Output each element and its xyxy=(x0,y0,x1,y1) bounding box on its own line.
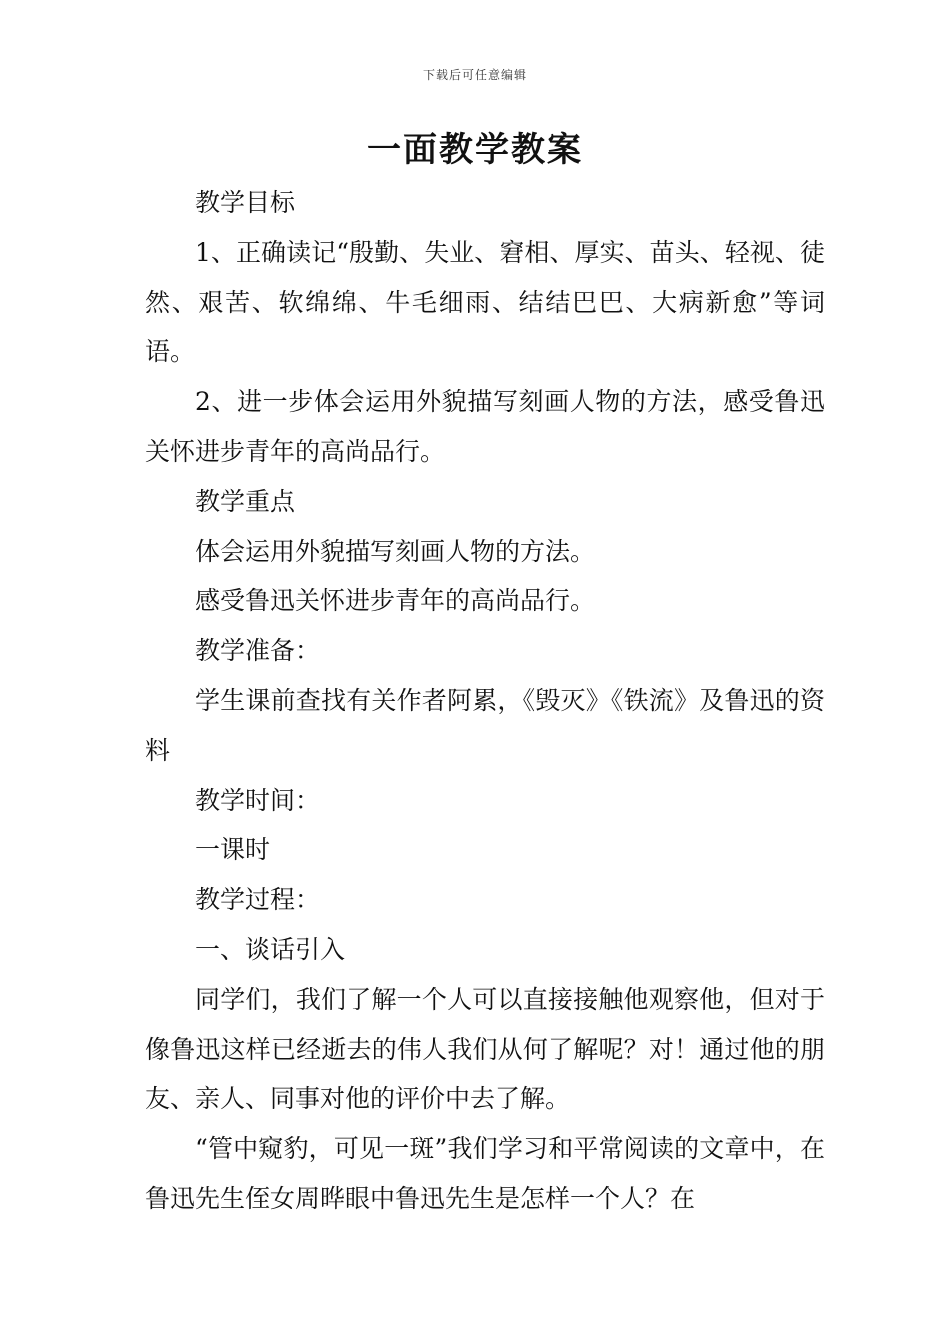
key-point-2: 感受鲁迅关怀进步青年的高尚品行。 xyxy=(195,586,596,616)
key-point-1: 体会运用外貌描写刻画人物的方法。 xyxy=(195,536,596,566)
preparation-text: 学生课前查找有关作者阿累，《毁灭》《铁流》及鲁迅的资料 xyxy=(145,685,825,765)
process-step-1-heading: 一、谈话引入 xyxy=(195,934,346,964)
time-text: 一课时 xyxy=(195,835,271,865)
header-note: 下载后可任意编辑 xyxy=(422,68,527,82)
process-paragraph-2: “管中窥豹，可见一斑”我们学习和平常阅读的文章中，在鲁迅先生侄女周晔眼中鲁迅先生是怎样一个人？在 xyxy=(145,1134,825,1213)
objective-1: 1、正确读记“殷勤、失业、窘相、厚实、苗头、轻视、徒然、艰苦、软绵绵、牛毛细雨、结结巴巴、大病新愈”等词语。 xyxy=(145,237,825,367)
objective-2: 2、进一步体会运用外貌描写刻画人物的方法，感受鲁迅关怀进步青年的高尚品行。 xyxy=(145,387,825,466)
section-heading-preparation: 教学准备： xyxy=(195,636,321,666)
section-heading-process: 教学过程： xyxy=(195,885,321,915)
process-paragraph-1: 同学们，我们了解一个人可以直接接触他观察他，但对于像鲁迅这样已经逝去的伟人我们从何了解呢？对！通过他的朋友、亲人、同事对他的评价中去了解。 xyxy=(145,984,825,1114)
document-title: 一面教学教案 xyxy=(367,130,583,170)
section-heading-key-points: 教学重点 xyxy=(195,486,296,516)
section-heading-objectives: 教学目标 xyxy=(195,188,296,217)
section-heading-time: 教学时间： xyxy=(195,785,321,815)
document-body xyxy=(145,178,825,1224)
